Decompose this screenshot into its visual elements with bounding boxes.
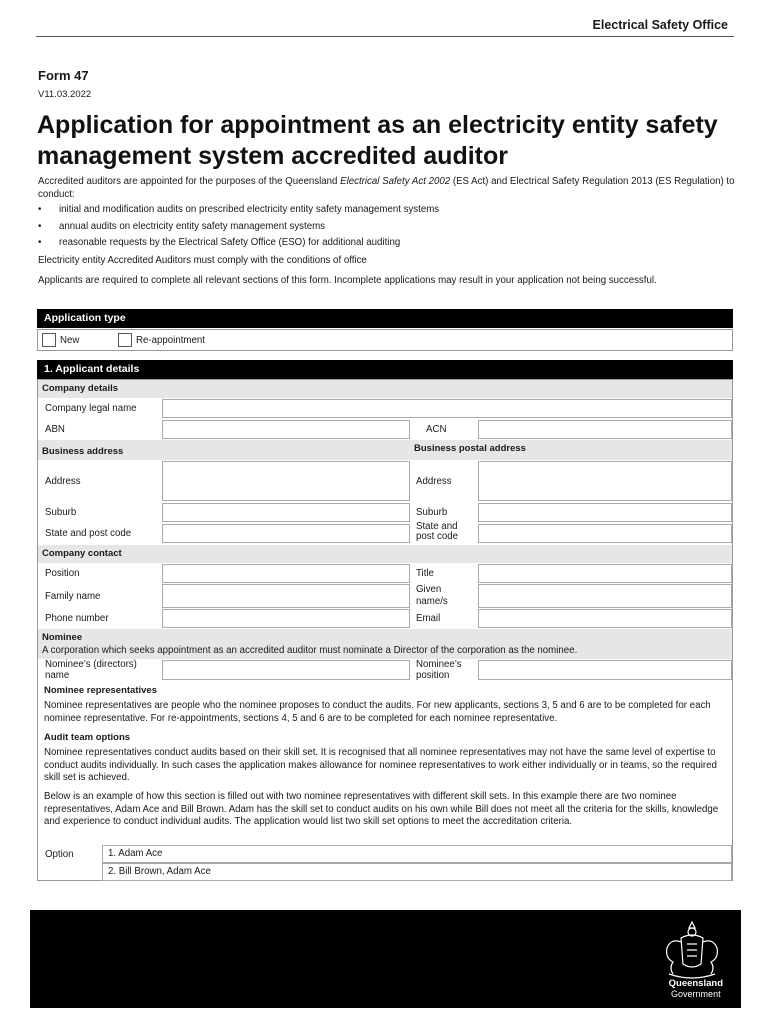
header-org-name: Electrical Safety Office — [592, 18, 728, 32]
company-legal-name-label: Company legal name — [45, 403, 137, 414]
nominee-heading: Nominee — [42, 632, 83, 643]
title-label: Title — [416, 568, 434, 579]
intro-paragraph-1: Accredited auditors are appointed for the purposes of the Queensland Electrical Safety Act 2002 (ES Act) and Electrical Safety Regulation 2013 (ES Regulation) to conduct: — [38, 176, 735, 200]
position-label: Position — [45, 568, 80, 579]
act-name: Electrical Safety Act 2002 — [340, 176, 451, 187]
state-postcode-label: State and post code — [45, 528, 132, 539]
intro-bullet-list — [38, 204, 738, 250]
address-band — [38, 440, 732, 460]
business-address-heading: Business address — [42, 446, 124, 457]
nominee-description: A corporation which seeks appointment as an accredited auditor must nominate a Director of the corporation as the nominee. — [42, 645, 578, 656]
position-field[interactable] — [162, 564, 410, 583]
email-label: Email — [416, 613, 441, 624]
company-details-band — [38, 380, 732, 398]
acn-field[interactable] — [478, 420, 732, 439]
business-state-postcode-field[interactable] — [162, 524, 410, 543]
page-title: Application for appointment as an electricity entity safety management system accredited auditor — [37, 111, 718, 170]
phone-label: Phone number — [45, 613, 109, 624]
family-name-field[interactable] — [162, 584, 410, 608]
address-label: Address — [45, 476, 81, 487]
audit-team-options-heading: Audit team options — [44, 732, 131, 743]
intro-section — [38, 176, 738, 291]
given-names-field[interactable] — [478, 584, 732, 608]
business-postal-address-heading: Business postal address — [414, 443, 526, 454]
nominee-directors-name-field[interactable] — [162, 660, 410, 680]
footer-band — [30, 910, 741, 1008]
applicant-details-heading: 1. Applicant details — [37, 360, 733, 379]
company-details-heading: Company details — [42, 383, 119, 394]
reappointment-checkbox[interactable] — [118, 333, 132, 347]
given-names-label: Given name/s — [416, 584, 448, 607]
list-item: • initial and modification audits on prescribed electricity entity safety management systems — [38, 204, 440, 215]
family-name-label: Family name — [45, 591, 101, 602]
intro-paragraph-2: Electricity entity Accredited Auditors must comply with the conditions of office — [38, 254, 367, 266]
nominee-representatives-heading: Nominee representatives — [44, 685, 157, 696]
company-contact-band — [38, 545, 732, 563]
option-value-1: 1. Adam Ace — [108, 848, 163, 859]
applicant-details-box — [37, 379, 733, 881]
queensland-government-wordmark: Queensland Government — [668, 978, 723, 999]
nominee-position-label: Nominee’s position — [416, 659, 462, 681]
nominee-directors-name-label: Nominee’s (directors) name — [45, 659, 137, 681]
new-option: New — [42, 333, 79, 347]
list-item: • reasonable requests by the Electrical Safety Office (ESO) for additional auditing — [38, 237, 401, 248]
abn-field[interactable] — [162, 420, 410, 439]
phone-field[interactable] — [162, 609, 410, 628]
nominee-representatives-text: Nominee representatives are people who the nominee proposes to conduct the audits. For new applicants, sections 3, 5 and 6 are to be completed for each nominee representative. For re-appointments, sections 4, 5 and 6 are to be completed for each nominee representative. — [44, 700, 711, 724]
new-checkbox[interactable] — [42, 333, 56, 347]
postal-address-field[interactable] — [478, 461, 732, 501]
title-field[interactable] — [478, 564, 732, 583]
postal-suburb-field[interactable] — [478, 503, 732, 522]
option-label: Option — [45, 849, 74, 860]
list-item: • annual audits on electricity entity safety management systems — [38, 220, 325, 232]
company-legal-name-field[interactable] — [162, 399, 732, 418]
audit-team-options-text: Nominee representatives conduct audits based on their skill set. It is recognised that all nominee representatives may not have the same level of expertise to conduct audits individually. In such cases the application makes allowance for nominee representatives to work either individually or in teams, so the required skill set is achieved. — [44, 747, 717, 783]
form-number: Form 47 — [38, 68, 89, 83]
business-address-field[interactable] — [162, 461, 410, 501]
business-suburb-field[interactable] — [162, 503, 410, 522]
option-value-2: 2. Bill Brown, Adam Ace — [108, 866, 211, 877]
reappointment-option: Re-appointment — [118, 333, 205, 347]
application-type-heading: Application type — [37, 309, 733, 328]
example-text: Below is an example of how this section is filled out with two nominee representatives with different skill sets. In this example there are two nominee representatives, Adam Ace and Bill Brown. Adam has the skill set to conduct audits on his own while Bill does not meet all the criteria for the skills, knowledge and experience to conduct individual audits. The application would list two skill set options to meet the accreditation criteria. — [44, 791, 719, 827]
company-contact-heading: Company contact — [42, 548, 122, 559]
acn-label: ACN — [426, 424, 447, 435]
nominee-position-field[interactable] — [478, 660, 732, 680]
postal-address-label: Address — [416, 476, 452, 487]
suburb-label: Suburb — [45, 507, 77, 518]
option-row-1[interactable] — [102, 845, 732, 863]
abn-label: ABN — [45, 424, 65, 435]
header-divider — [36, 36, 734, 37]
postal-state-postcode-field[interactable] — [478, 524, 732, 543]
intro-paragraph-3: Applicants are required to complete all relevant sections of this form. Incomplete applications may result in your application not being successful. — [38, 275, 657, 286]
postal-state-postcode-label: State and post code — [416, 521, 459, 542]
form-version: V11.03.2022 — [38, 89, 92, 100]
application-type-box — [37, 329, 733, 351]
email-field[interactable] — [478, 609, 732, 628]
postal-suburb-label: Suburb — [416, 507, 448, 518]
